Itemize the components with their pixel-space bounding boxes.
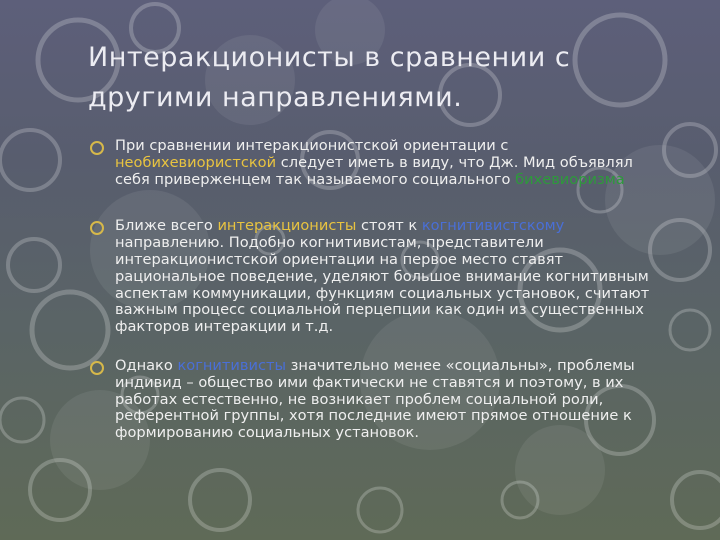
- slide-title-line-2: другими направлениями.: [88, 82, 463, 113]
- bullet-1-text-cont: следует иметь в виду, что Дж. Мид объявлял себя приверженцем так называемого социального: [115, 153, 633, 188]
- bullet-2-highlight-interactionists: интеракционисты: [217, 217, 357, 235]
- bullet-item-1: [90, 138, 665, 188]
- bullet-3-highlight-cognitivists: когнитивисты: [177, 356, 287, 374]
- bullet-item-3: [90, 358, 665, 442]
- slide-title-line-1: Интеракционисты в сравнении с: [88, 42, 571, 73]
- bullet-ring-icon: [90, 361, 104, 375]
- bullet-list: [90, 138, 665, 442]
- bullet-item-2: [90, 218, 665, 336]
- bullet-1-highlight-neobehaviorist: необихевиористской: [115, 153, 277, 171]
- bullet-2-highlight-cognitivist: когнитивистскому: [421, 217, 565, 235]
- bullet-1-text: При сравнении интеракционистской ориентации с: [115, 137, 509, 154]
- bullet-2-text-end: направлению. Подобно когнитивистам, представители интеракционистской ориентации на первое место ставят рациональное поведение, уделяют большое внимание когнитивным аспектам коммуникации, функциям социальных установок, считают важным процесс социальной перцепции как один из существенных факторов интеракции и т.д.: [115, 234, 650, 336]
- bullet-ring-icon: [90, 141, 104, 155]
- bullet-2-text: Ближе всего: [115, 217, 218, 235]
- bullet-3-text: Однако: [115, 356, 178, 374]
- bullet-3-text-cont: значительно менее «социальны», проблемы индивид – общество ими фактически не ставятся и поэтому, в их работах естественно, не возникает проблем социальной роли, референтной группы, хотя последние имеют прямое отношение к формированию социальных установок.: [115, 356, 635, 442]
- bullet-2-text-cont: стоят к: [356, 217, 422, 235]
- bullet-1-highlight-behaviorism: бихевиоризма: [515, 170, 625, 188]
- bullet-ring-icon: [90, 221, 104, 235]
- slide-title: [88, 38, 688, 118]
